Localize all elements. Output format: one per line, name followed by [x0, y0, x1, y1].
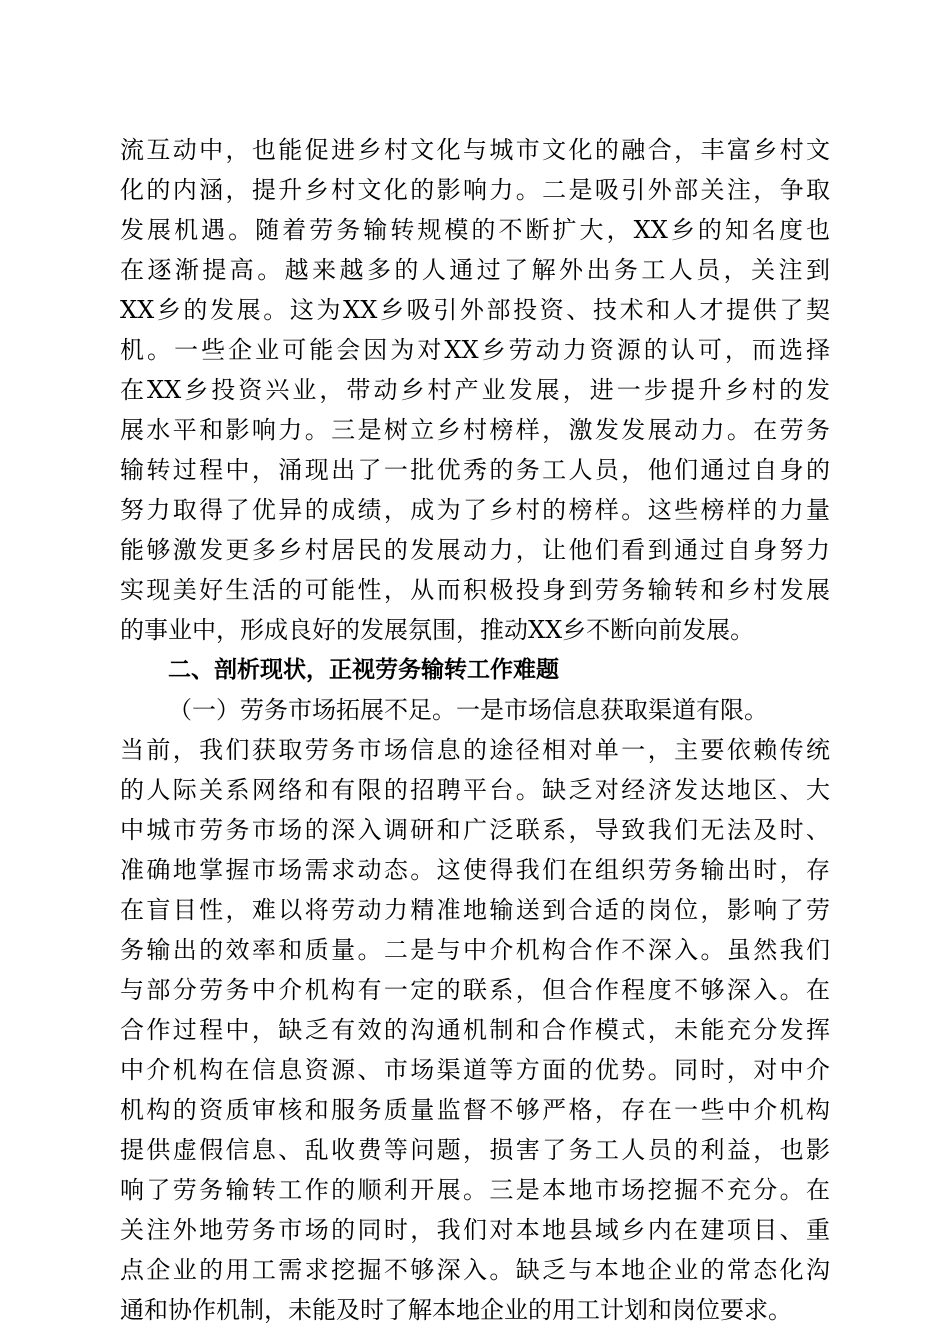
body-text-line: 点企业的用工需求挖掘不够深入。缺乏与本地企业的常态化沟 [120, 1256, 830, 1284]
body-text-line: XX乡的发展。这为XX乡吸引外部投资、技术和人才提供了契 [120, 296, 830, 324]
body-text-line: 准确地掌握市场需求动态。这使得我们在组织劳务输出时，存 [120, 856, 830, 884]
body-text-line: 流互动中，也能促进乡村文化与城市文化的融合，丰富乡村文 [120, 136, 830, 164]
body-text-line: 机。一些企业可能会因为对XX乡劳动力资源的认可，而选择 [120, 336, 830, 364]
body-text-line: （一）劳务市场拓展不足。一是市场信息获取渠道有限。 [168, 696, 768, 724]
body-text-line: 能够激发更多乡村居民的发展动力，让他们看到通过自身努力 [120, 536, 830, 564]
body-text-line: 当前，我们获取劳务市场信息的途径相对单一，主要依赖传统 [120, 736, 830, 764]
body-text-line: 关注外地劳务市场的同时，我们对本地县域乡内在建项目、重 [120, 1216, 830, 1244]
body-text-line: 化的内涵，提升乡村文化的影响力。二是吸引外部关注，争取 [120, 176, 830, 204]
body-text-line: 努力取得了优异的成绩，成为了乡村的榜样。这些榜样的力量 [120, 496, 830, 524]
body-text-line: 合作过程中，缺乏有效的沟通机制和合作模式，未能充分发挥 [120, 1016, 830, 1044]
body-text-line: 在逐渐提高。越来越多的人通过了解外出务工人员，关注到 [120, 256, 830, 284]
body-text-line: 提供虚假信息、乱收费等问题，损害了务工人员的利益，也影 [120, 1136, 830, 1164]
body-text-line: 中介机构在信息资源、市场渠道等方面的优势。同时，对中介 [120, 1056, 830, 1084]
body-text-line: 输转过程中，涌现出了一批优秀的务工人员，他们通过自身的 [120, 456, 830, 484]
body-text-line: 务输出的效率和质量。二是与中介机构合作不深入。虽然我们 [120, 936, 830, 964]
body-text-line: 中城市劳务市场的深入调研和广泛联系，导致我们无法及时、 [120, 816, 830, 844]
body-text-line: 通和协作机制，未能及时了解本地企业的用工计划和岗位要求。 [120, 1296, 792, 1324]
body-text-line: 实现美好生活的可能性，从而积极投身到劳务输转和乡村发展 [120, 576, 830, 604]
body-text-line: 展水平和影响力。三是树立乡村榜样，激发发展动力。在劳务 [120, 416, 830, 444]
body-text-line: 发展机遇。随着劳务输转规模的不断扩大，XX乡的知名度也 [120, 216, 830, 244]
body-text-line: 在XX乡投资兴业，带动乡村产业发展，进一步提升乡村的发 [120, 376, 830, 404]
body-text-line: 与部分劳务中介机构有一定的联系，但合作程度不够深入。在 [120, 976, 830, 1004]
body-text-line: 响了劳务输转工作的顺利开展。三是本地市场挖掘不充分。在 [120, 1176, 830, 1204]
body-text-line: 的人际关系网络和有限的招聘平台。缺乏对经济发达地区、大 [120, 776, 830, 804]
section-heading: 二、剖析现状，正视劳务输转工作难题 [168, 657, 559, 683]
body-text-line: 的事业中，形成良好的发展氛围，推动XX乡不断向前发展。 [120, 616, 755, 644]
body-text-line: 在盲目性，难以将劳动力精准地输送到合适的岗位，影响了劳 [120, 896, 830, 924]
body-text-line: 机构的资质审核和服务质量监督不够严格，存在一些中介机构 [120, 1096, 830, 1124]
